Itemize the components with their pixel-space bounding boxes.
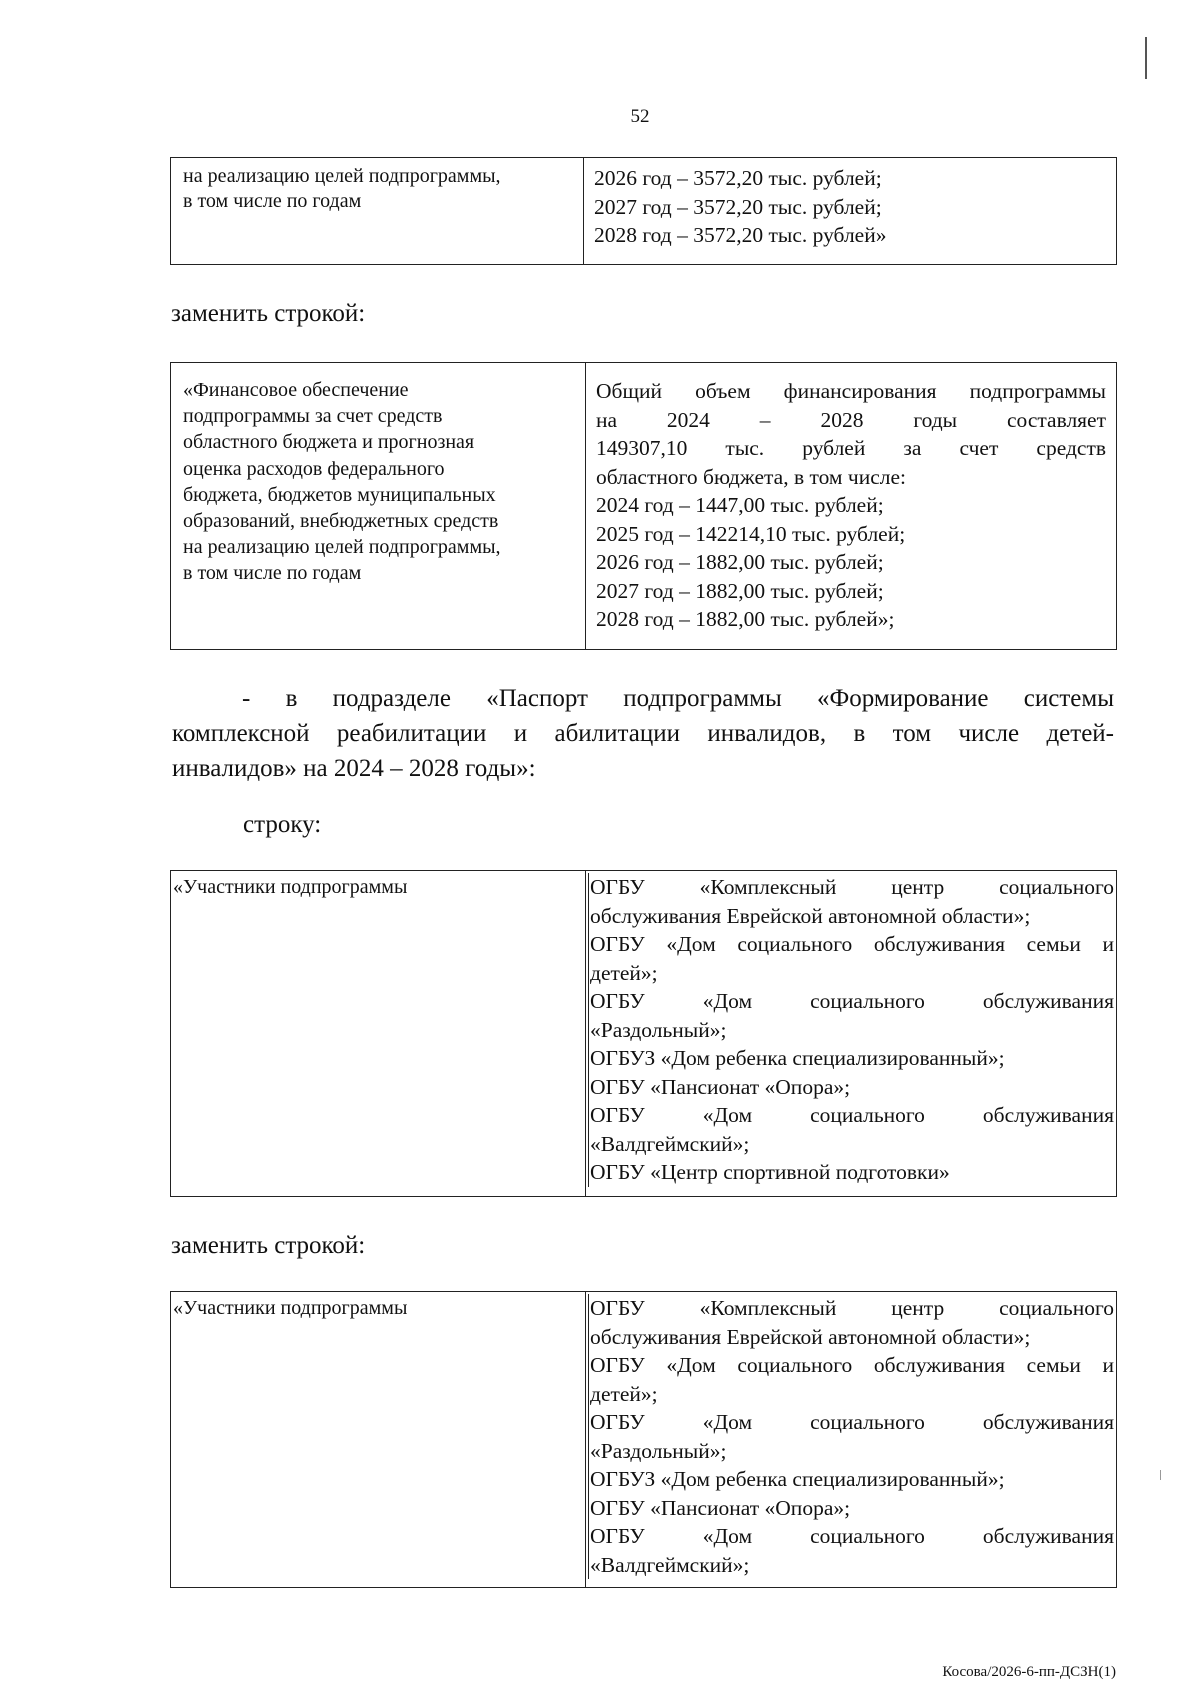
table2-left-line: областного бюджета и прогнозная <box>183 431 475 454</box>
table1-right-line: 2028 год – 3572,20 тыс. рублей» <box>594 223 887 247</box>
table2-left-line: на реализацию целей подпрограммы, <box>183 536 501 559</box>
table2-left-line: бюджета, бюджетов муниципальных <box>183 483 496 506</box>
participants-label: «Участники подпрограммы <box>173 1297 408 1319</box>
table2-left-line: подпрограммы за счет средств <box>183 405 443 428</box>
participant-line: ОГБУ «Пансионат «Опора»; <box>588 1494 1114 1523</box>
table1-right-line: 2027 год – 3572,20 тыс. рублей; <box>594 194 882 219</box>
participant-line: ОГБУ «Дом социального обслуживания <box>588 1408 1114 1437</box>
replace-label: заменить строкой: <box>171 300 366 327</box>
table1-left-cell <box>171 158 584 265</box>
participant-line: ОГБУ «Дом социального обслуживания <box>588 987 1114 1016</box>
table-participants-new <box>170 1291 1117 1588</box>
participant-line: «Раздольный»; <box>588 1437 1114 1466</box>
table1-right-cell <box>584 158 1117 265</box>
table2-right-line: Общий объем финансирования подпрограммы <box>596 379 1106 403</box>
replace-label: заменить строкой: <box>171 1232 366 1259</box>
participant-line: ОГБУ «Комплексный центр социального <box>588 873 1114 902</box>
participant-line: ОГБУ «Дом социального обслуживания семьи и <box>588 930 1114 959</box>
participant-line: детей»; <box>588 1380 1114 1409</box>
participant-line: ОГБУЗ «Дом ребенка специализированный»; <box>588 1044 1114 1073</box>
participants-label: «Участники подпрограммы <box>173 876 408 898</box>
table1-right-line: 2026 год – 3572,20 тыс. рублей; <box>594 166 882 190</box>
participant-line: ОГБУЗ «Дом ребенка специализированный»; <box>588 1465 1114 1494</box>
participant-line: детей»; <box>588 959 1114 988</box>
table-participants-old <box>170 870 1117 1197</box>
row-label: строку: <box>243 811 322 838</box>
participant-line: ОГБУ «Пансионат «Опора»; <box>588 1073 1114 1102</box>
table2-left-line: «Финансовое обеспечение <box>183 379 409 401</box>
paragraph-line: - в подразделе «Паспорт подпрограммы «Формирование системы <box>242 685 1114 712</box>
participant-line: ОГБУ «Дом социального обслуживания семьи и <box>588 1351 1114 1380</box>
table3-right-cell <box>586 871 1117 1197</box>
paragraph-line: инвалидов» на 2024 – 2028 годы»: <box>172 755 536 782</box>
table2-left-line: в том числе по годам <box>183 562 362 585</box>
page-number: 52 <box>630 106 650 127</box>
participant-line: ОГБУ «Центр спортивной подготовки» <box>588 1158 1114 1187</box>
participant-line: «Валдгеймский»; <box>588 1551 1114 1580</box>
table2-left-cell <box>171 363 586 650</box>
scan-mark <box>1145 37 1147 79</box>
table2-right-line: областного бюджета, в том числе: <box>596 464 907 489</box>
paragraph-line: комплексной реабилитации и абилитации инвалидов, в том числе детей- <box>172 720 1114 747</box>
participant-line: ОГБУ «Комплексный центр социального <box>588 1294 1114 1323</box>
table-funding-old-tail <box>170 157 1117 265</box>
table4-left-cell <box>171 1292 586 1588</box>
footer-document-code: Косова/2026-6-пп-ДСЗН(1) <box>942 1664 1116 1680</box>
table2-right-line: 2025 год – 142214,10 тыс. рублей; <box>596 521 906 546</box>
table2-right-line: 2024 год – 1447,00 тыс. рублей; <box>596 493 884 517</box>
scan-mark <box>1160 1470 1161 1480</box>
participant-line: ОГБУ «Дом социального обслуживания <box>588 1522 1114 1551</box>
participant-line: «Валдгеймский»; <box>588 1130 1114 1159</box>
table2-left-line: оценка расходов федерального <box>183 457 445 480</box>
table2-right-line: 2028 год – 1882,00 тыс. рублей»; <box>596 607 895 631</box>
table1-left-line: в том числе по годам <box>183 190 362 212</box>
subsection-paragraph <box>172 681 1114 786</box>
table2-right-cell <box>586 363 1117 650</box>
participant-line: обслуживания Еврейской автономной области»; <box>588 1323 1114 1352</box>
participant-line: обслуживания Еврейской автономной области»; <box>588 902 1114 931</box>
table2-right-line: 2027 год – 1882,00 тыс. рублей; <box>596 578 884 603</box>
table2-right-line: 149307,10 тыс. рублей за счет средств <box>596 436 1106 460</box>
participant-line: ОГБУ «Дом социального обслуживания <box>588 1101 1114 1130</box>
table2-left-line: образований, внебюджетных средств <box>183 510 499 533</box>
table2-right-line: на 2024 – 2028 годы составляет <box>596 407 1106 432</box>
table-funding-new <box>170 362 1117 650</box>
table2-right-line: 2026 год – 1882,00 тыс. рублей; <box>596 550 884 574</box>
table4-right-cell <box>586 1292 1117 1588</box>
table1-left-line: на реализацию целей подпрограммы, <box>183 165 501 187</box>
table3-left-cell <box>171 871 586 1197</box>
participant-line: «Раздольный»; <box>588 1016 1114 1045</box>
